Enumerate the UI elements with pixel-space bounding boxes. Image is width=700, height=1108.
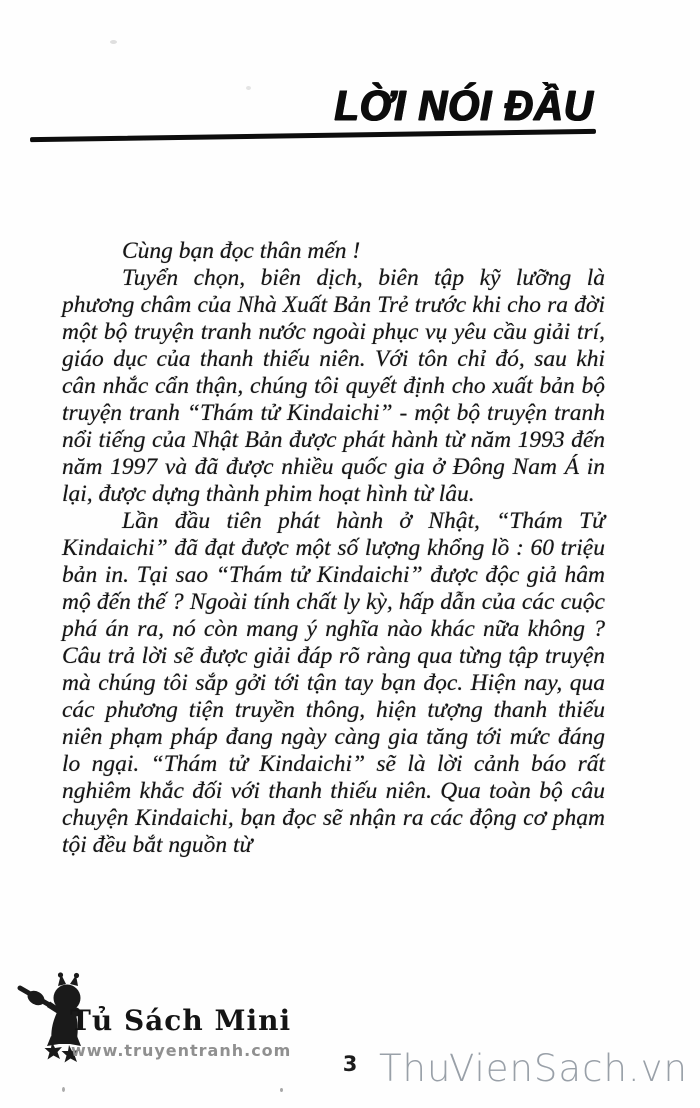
page-number: 3 [342, 1052, 358, 1076]
title-underline [30, 129, 596, 142]
paragraph: Lần đầu tiên phát hành ở Nhật, “Thám Tử Kindaichi” đã đạt được một số lượng khổng lồ : 60 triệu bản in. Tại sao “Thám tử Kindaichi” được độc giả hâm mộ đến thế ? Ngoài tính chất ly kỳ, hấp dẫn của các cuộc phá án ra, nó còn mang ý nghĩa nào khác nữa không ? Câu trả lời sẽ được giải đáp rõ ràng qua từng tập truyện mà chúng tôi sắp gởi tới tận tay bạn đọc. Hiện nay, qua các phương tiện truyền thông, hiện tượng thanh thiếu niên phạm pháp đang ngày càng gia tăng tới mức đáng lo ngại. “Thám tử Kindaichi” sẽ là lời cảnh báo rất nghiêm khắc đối với thanh thiếu niên. Qua toàn bộ câu chuyện Kindaichi, bạn đọc sẽ nhận ra các động cơ phạm tội đều bắt nguồn từ [62, 508, 605, 858]
foreword-title: LỜI NÓI ĐẦU [334, 82, 594, 130]
scan-speck [280, 1088, 283, 1092]
scan-speck [62, 1087, 65, 1092]
site-watermark: ThuVienSach.vn [378, 1047, 688, 1090]
foreword-body [62, 238, 605, 859]
publisher-name: Tủ Sách Mini [70, 1004, 292, 1037]
paragraph-greeting: Cùng bạn đọc thân mến ! [122, 238, 361, 264]
paragraph: Tuyển chọn, biên dịch, biên tập kỹ lưỡng là phương châm của Nhà Xuất Bản Trẻ trước khi cho ra đời một bộ truyện tranh nước ngoài phục vụ yêu cầu giải trí, giáo dục của thanh thiếu niên. Với tôn chỉ đó, sau khi cân nhắc cẩn thận, chúng tôi quyết định cho xuất bản bộ truyện tranh “Thám tử Kindaichi” - một bộ truyện tranh nổi tiếng của Nhật Bản được phát hành từ năm 1993 đến năm 1997 và đã được nhiều quốc gia ở Đông Nam Á in lại, được dựng thành phim hoạt hình từ lâu. [62, 265, 605, 507]
publisher-website: www.truyentranh.com [71, 1041, 292, 1060]
scan-speck [110, 40, 117, 44]
scan-speck [246, 86, 251, 90]
